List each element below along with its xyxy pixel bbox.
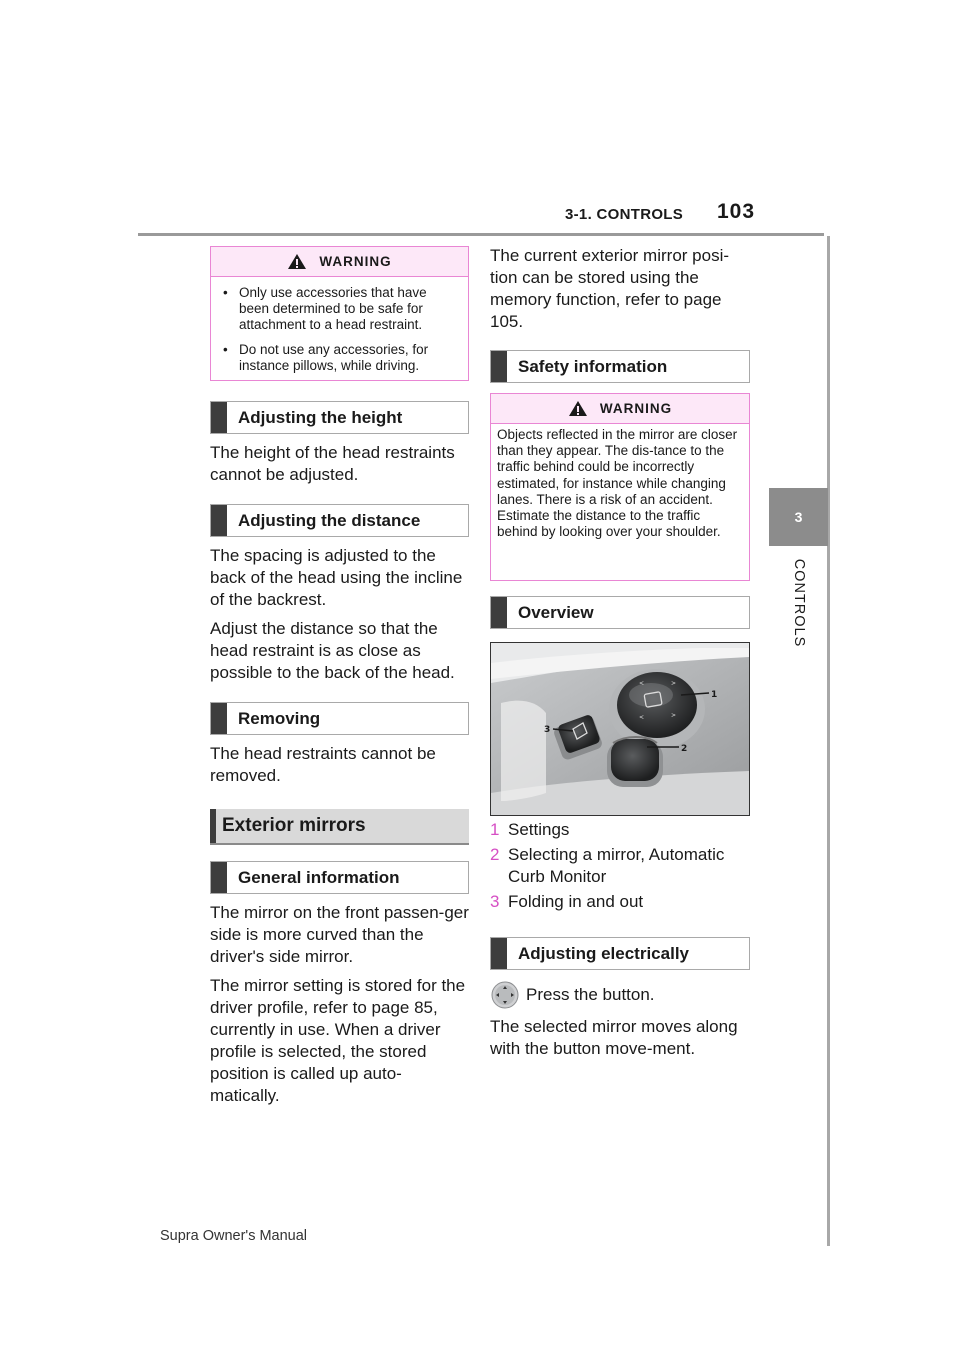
paragraph: Adjust the distance so that the head restraint is as close as possible to the back of the head. [210, 619, 455, 682]
mirror-adjust-button-icon [490, 980, 520, 1010]
left-column [210, 246, 469, 1107]
chapter-tab: 3 [769, 488, 828, 546]
warning-triangle-icon [568, 400, 588, 417]
press-button-text: Press the button. [526, 985, 655, 1004]
callout-2: 2 [681, 744, 688, 754]
heading-adjusting-height: Adjusting the height [210, 401, 469, 434]
paragraph: The selected mirror moves along with the button move-ment. [490, 1017, 738, 1058]
warning-box-mirror [490, 393, 750, 581]
paragraph: The current exterior mirror posi-tion can be stored using the memory function, refer to page 105. [490, 246, 730, 331]
warning-title: WARNING [319, 254, 392, 269]
heading-adjusting-electrically: Adjusting electrically [490, 937, 750, 970]
side-divider [827, 236, 830, 1246]
header-divider [138, 233, 824, 236]
warning-triangle-icon [287, 253, 307, 270]
svg-text:>: > [671, 712, 677, 719]
warning-item: • Only use accessories that have been determined to be safe for attachment to a head restraint. [221, 285, 458, 333]
page-number: 103 [717, 200, 756, 223]
legend-item: 2 Selecting a mirror, Automatic Curb Monitor [490, 845, 725, 886]
footer-manual-title: Supra Owner's Manual [160, 1228, 308, 1244]
warning-box-head-restraint [210, 246, 469, 381]
paragraph: The head restraints cannot be removed. [210, 744, 436, 785]
right-column [490, 245, 750, 1060]
callout-3: 3 [544, 725, 551, 735]
legend-item: 1 Settings [490, 820, 570, 839]
paragraph: The mirror on the front passen-ger side is more curved than the driver's side mirror. [210, 903, 469, 966]
paragraph: The spacing is adjusted to the back of the head using the incline of the backrest. [210, 546, 463, 609]
warning-title: WARNING [599, 401, 673, 416]
heading-adjusting-distance: Adjusting the distance [210, 504, 469, 537]
heading-safety-information: Safety information [490, 350, 750, 383]
mirror-switch-illustration [491, 643, 749, 815]
callout-1: 1 [711, 690, 718, 700]
section-title: 3-1. CONTROLS [565, 206, 684, 223]
heading-general-information: General information [210, 861, 469, 894]
svg-text:>: > [671, 680, 677, 687]
paragraph: The height of the head restraints cannot be adjusted. [210, 443, 455, 484]
warning-text: Objects reflected in the mirror are closer than they appear. The dis-tance to the traffic behind could be incorrectly estimated, for instance while changing lanes. There is a risk of an accident. Estimate the distance to the traffic behind by looking over your shoulder. [497, 427, 738, 540]
heading-overview: Overview [490, 596, 750, 629]
heading-removing: Removing [210, 702, 469, 735]
legend-item: 3 Folding in and out [490, 892, 644, 911]
warning-item: • Do not use any accessories, for instance pillows, while driving. [221, 342, 458, 374]
svg-text:<: < [639, 714, 645, 721]
press-button-line [490, 980, 750, 1010]
paragraph: The mirror setting is stored for the driver profile, refer to page 85, currently in use. When a driver profile is selected, the stored position is called up auto-matically. [210, 976, 466, 1105]
heading-exterior-mirrors: Exterior mirrors [210, 809, 469, 845]
figure-legend [490, 819, 750, 913]
chapter-label: CONTROLS [791, 558, 807, 648]
mirror-switch-figure [490, 642, 750, 816]
svg-text:<: < [639, 680, 645, 687]
